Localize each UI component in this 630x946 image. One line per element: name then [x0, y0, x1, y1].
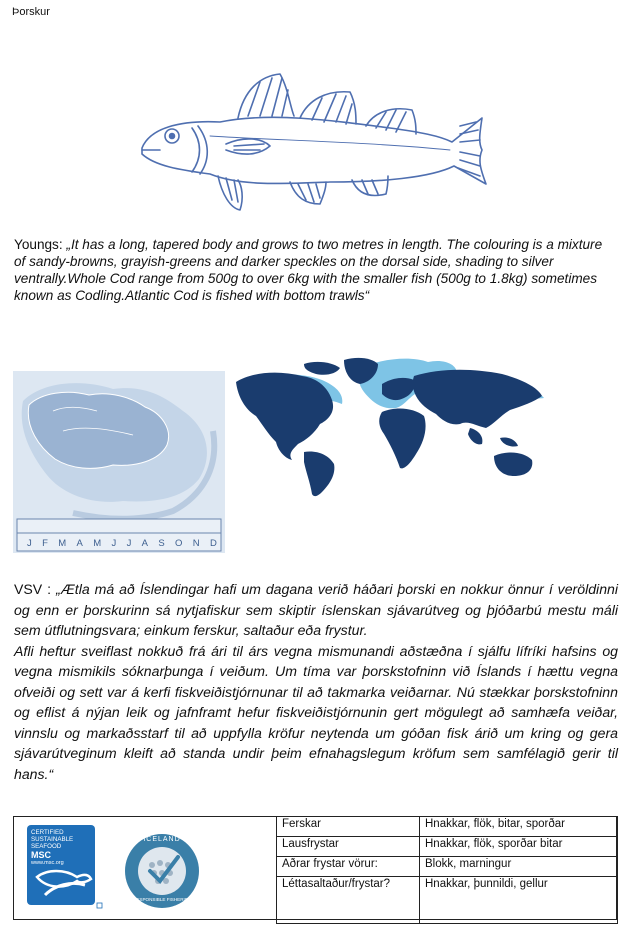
page-title: Þorskur — [12, 6, 50, 18]
table-row — [277, 837, 618, 857]
product-value: Hnakkar, flök, bitar, sporðar — [420, 817, 618, 837]
month-label: M — [58, 538, 67, 549]
product-value: Hnakkar, þunnildi, gellur — [420, 877, 618, 924]
product-table — [276, 816, 618, 924]
vsv-body: Afli heftur sveiflast nokkuð frá ári til árs vegna mismunandi aðstæðna í sjálfu lífríki hafsins og vegna mismikils sóknarþunga í veiðum. Um tíma var þorskstofninn við Íslands í hættu vegna ofveiði og sett var á kerfi fiskveiðistjórnunar til að takmarka veiðarnar. Nú stækkar þorskstofninn og eflist á nýjan leik og jafnframt hefur fiskveiðistjórnunin gert mögulegt að samhæfa veiðar, vinnslu og markaðsstarf til að uppfylla kröfur neytenda um góðan fisk árið um kring og gera sjávarútveginum kleift að standa undir þeim efnahagslegum kröfum sem samfélagið gerir til hans.“ — [14, 642, 618, 782]
msc-line: www.msc.org — [31, 860, 64, 866]
iceland-logo-top-text: ICELAND — [143, 836, 181, 843]
month-label: J — [111, 538, 117, 549]
month-label: D — [209, 538, 217, 549]
cod-fish-illustration — [130, 70, 495, 220]
table-row — [277, 877, 618, 924]
vsv-source: VSV : — [14, 581, 57, 597]
iceland-responsible-fisheries-logo — [124, 833, 200, 909]
product-label: Ferskar — [277, 817, 420, 837]
month-label: J — [126, 538, 132, 549]
month-label: A — [76, 538, 83, 549]
month-label: N — [192, 538, 200, 549]
product-label: Léttasaltaður/frystar? — [277, 877, 420, 924]
msc-line: SEAFOOD — [31, 843, 62, 850]
month-label: O — [175, 538, 183, 549]
msc-line: CERTIFIED — [31, 829, 64, 836]
iceland-distribution-map — [13, 371, 225, 553]
season-months — [27, 538, 217, 549]
msc-logo — [27, 825, 104, 911]
product-label: Lausfrystar — [277, 837, 420, 857]
month-label: F — [42, 538, 48, 549]
msc-line: MSC — [31, 850, 51, 860]
youngs-quote: „It has a long, tapered body and grows to two metres in length. The colouring is a mixture of sandy-browns, grayish-greens and darker speckles on the dorsal side, shading to silver ventrally.Whole Cod range from 500g to over 6kg with the smaller fish (500g to 1.8kg) sometimes known as Codling.Atlantic Cod is fished with bottom trawls“ — [14, 237, 603, 303]
certification-logos — [14, 817, 276, 919]
month-label: J — [27, 538, 32, 549]
msc-logo-text — [31, 829, 93, 867]
iceland-logo-bottom-text: RESPONSIBLE FISHERIES — [133, 897, 191, 902]
vsv-description — [14, 579, 618, 784]
vsv-intro — [14, 579, 618, 641]
vsv-quote: „Ætla má að Íslendingar hafi um dagana verið háðari þorski en nokkur önnur í veröldinni og enn er þorskurinn sá nytjafiskur sem skiptir íslenskan sjávarútveg og þjóðarbú mestu máli sem útflutningsvara; einkum ferskur, saltaður eða frystur. — [14, 581, 618, 638]
youngs-source: Youngs: — [14, 237, 67, 252]
msc-line: SUSTAINABLE — [31, 836, 74, 843]
table-row — [277, 817, 618, 837]
product-info-box — [13, 816, 617, 920]
month-label: M — [93, 538, 102, 549]
product-label: Aðrar frystar vörur: — [277, 857, 420, 877]
month-label: S — [158, 538, 165, 549]
iceland-map-graphic — [13, 371, 225, 553]
product-value: Hnakkar, flök, sporðar bitar — [420, 837, 618, 857]
month-label: A — [141, 538, 148, 549]
youngs-description — [14, 236, 614, 304]
product-value: Blokk, marningur — [420, 857, 618, 877]
world-distribution-map — [232, 354, 554, 498]
table-row — [277, 857, 618, 877]
